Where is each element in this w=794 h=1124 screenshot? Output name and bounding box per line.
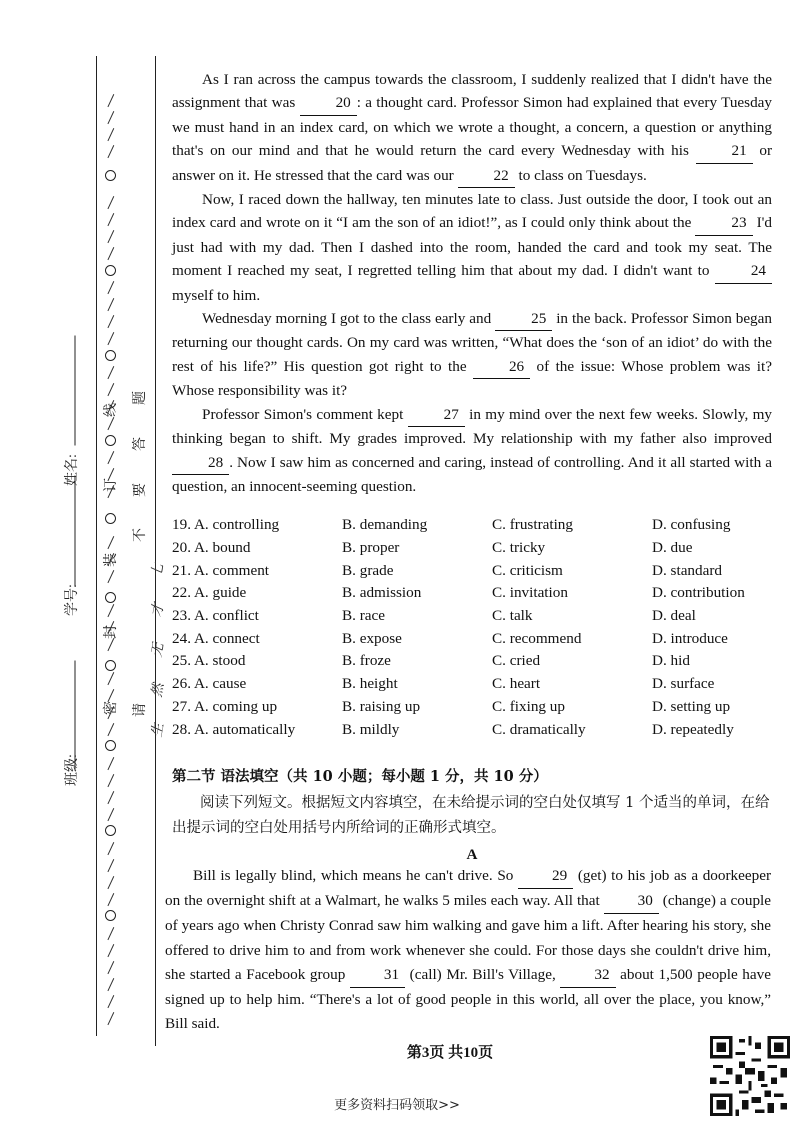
binding-line-inner: [155, 56, 156, 1046]
option-row: 20. A. bound B. proper C. tricky D. due: [172, 539, 693, 557]
binding-circle: [105, 350, 116, 361]
option-row: 23. A. conflict B. race C. talk D. deal: [172, 607, 696, 625]
option-row: 24. A. connect B. expose C. recommend D. introduce: [172, 629, 728, 647]
option-row: 19. A. controlling B. demanding C. frustrating D. confusing: [172, 516, 731, 534]
binding-dash: [107, 978, 114, 991]
binding-dash: [107, 961, 114, 974]
paragraph-2: Now, I raced down the hallway, ten minutes late to class. Just outside the door, I took out an index card and wrote on it “I am the son of an idiot!”, as I could only think about the 23 I'd just had with my dad. Then I dashed into the room, handed the card and took my seat. The moment I reached my seat, I regretted telling him that about my dad. I didn't want to 24 myself to him.: [172, 191, 772, 304]
binding-circle: [105, 513, 116, 524]
blank-28: 28: [172, 451, 229, 475]
blank-30: 30: [604, 889, 659, 914]
blank-31: 31: [350, 963, 405, 988]
binding-dash: [107, 417, 114, 430]
binding-dash: [107, 944, 114, 957]
binding-circle: [105, 910, 116, 921]
seal-char-1: 密: [104, 701, 119, 715]
binding-dash: [107, 536, 114, 549]
grammar-passage-a: [165, 864, 771, 1036]
binding-dash: [107, 842, 114, 855]
blank-20: 20: [300, 91, 357, 115]
binding-dash: [107, 451, 114, 464]
class-blank: [75, 661, 76, 771]
blank-29: 29: [518, 864, 573, 889]
binding-dash: [107, 196, 114, 209]
seal-char-3: 装: [104, 553, 119, 567]
cloze-passage: [172, 68, 772, 498]
handwriting-5: 生: [149, 722, 168, 739]
section-2-instruction: 阅读下列短文。根据短文内容填空，在未给提示词的空白处仅填写 1 个适当的单词，在给出提示词的空白处用括号内所给词的正确形式填空。: [172, 795, 770, 836]
section-2: [172, 765, 772, 867]
binding-circle: [105, 660, 116, 671]
option-row: 22. A. guide B. admission C. invitation D. contribution: [172, 584, 745, 602]
binding-circle: [105, 170, 116, 181]
binding-dash: [107, 281, 114, 294]
option-row: 21. A. comment B. grade C. criticism D. standard: [172, 561, 723, 579]
binding-dash: [107, 757, 114, 770]
blank-32: 32: [560, 963, 615, 988]
binding-dash: [107, 332, 114, 345]
answer-options: [172, 514, 772, 741]
paragraph-4: Professor Simon's comment kept 27 in my mind over the next few weeks. Slowly, my thinking began to shift. My grades improved. My relationship with my father also improved 28 . Now I saw him as concerned and caring, instead of controlling. And it all started with a question, an innocent-seeming question.: [172, 403, 772, 499]
paragraph-1: As I ran across the campus towards the classroom, I suddenly realized that I didn't have the assignment that was 20 : a thought card. Professor Simon had explained that every Tuesday we must hand in an index card, on which we wrote a thought, a concern, a question or anything that's on our mind and that he would return the card every Wednesday with his 21 or answer on it. He stressed that the card was our 22 to class on Tuesdays.: [172, 68, 772, 188]
handwriting-1: 七: [149, 562, 168, 579]
warning-char-4: 答: [133, 437, 148, 451]
handwriting-2: 才: [149, 602, 168, 619]
binding-dash: [107, 876, 114, 889]
handwriting-3: 无: [149, 642, 168, 659]
blank-23: 23: [695, 211, 752, 235]
binding-circle: [105, 740, 116, 751]
option-row: 28. A. automatically B. mildly C. dramatically D. repeatedly: [172, 720, 734, 738]
number-blank: [75, 476, 76, 586]
seal-char-4: 订: [104, 478, 119, 492]
binding-dash: [107, 94, 114, 107]
binding-dash: [107, 570, 114, 583]
paragraph-3: Wednesday morning I got to the class early and 25 in the back. Professor Simon began returning our thought cards. On my card was written, “What does the ‘son of an idiot’ do with the rest of his life?” His question got right to the 26 of the issue: Whose problem was it? Whose responsibility was it?: [172, 307, 772, 403]
binding-circle: [105, 825, 116, 836]
paragraph-a: Bill is legally blind, which means he can't drive. So 29 (get) to his job as a doorkeeper on the overnight shift at a Walmart, he walks 5 miles each way. All that 30 (change) a couple of years ago when Christy Conrad saw him walking and gave him a lift. After hearing his story, she offered to drive him to and from work whenever she could. For those days she couldn't drive him, she started a Facebook group 31 (call) Mr. Bill's Village, 32 about 1,500 people have signed up to help him. “There's a lot of good people in this world, all over the place, you know,” Bill said.: [165, 864, 771, 1036]
binding-dash: [107, 315, 114, 328]
blank-24: 24: [715, 259, 772, 283]
binding-dash: [107, 672, 114, 685]
warning-char-1: 请: [133, 703, 148, 717]
binding-dash: [107, 859, 114, 872]
binding-dash: [107, 145, 114, 158]
blank-26: 26: [473, 355, 530, 379]
blank-22: 22: [458, 164, 515, 188]
binding-circle: [105, 592, 116, 603]
name-label: 姓名:: [64, 454, 80, 486]
class-label: 班级:: [64, 754, 80, 786]
warning-char-2: 不: [133, 528, 148, 542]
binding-dash: [107, 128, 114, 141]
binding-dash: [107, 927, 114, 940]
binding-dash: [107, 723, 114, 736]
binding-dash: [107, 774, 114, 787]
section-2-heading: A: [466, 846, 478, 863]
handwriting-4: 然: [149, 682, 168, 699]
blank-21: 21: [696, 139, 753, 163]
blank-27: 27: [408, 403, 465, 427]
binding-dash: [107, 638, 114, 651]
page-number: 第3页 共10页: [406, 1045, 494, 1061]
warning-char-5: 题: [133, 391, 148, 405]
option-row: 25. A. stood B. froze C. cried D. hid: [172, 652, 690, 670]
binding-dash: [107, 1012, 114, 1025]
binding-dash: [107, 366, 114, 379]
binding-circle: [105, 435, 116, 446]
binding-circle: [105, 265, 116, 276]
option-row: 27. A. coming up B. raising up C. fixing up D. setting up: [172, 697, 731, 715]
binding-dash: [107, 247, 114, 260]
seal-char-2: 封: [104, 625, 119, 639]
binding-dash: [107, 808, 114, 821]
binding-dash: [107, 111, 114, 124]
binding-dash: [107, 604, 114, 617]
section-2-title: 第二节 语法填空（共 10 小题；每小题 1 分，共 10 分）: [172, 768, 548, 785]
binding-dash: [107, 995, 114, 1008]
footer-text: 更多资料扫码领取>>: [334, 1098, 460, 1113]
binding-dash: [107, 298, 114, 311]
option-row: 26. A. cause B. height C. heart D. surface: [172, 675, 715, 693]
binding-dash: [107, 383, 114, 396]
blank-25: 25: [495, 307, 552, 331]
binding-dash: [107, 791, 114, 804]
binding-line-outer: [96, 56, 97, 1036]
seal-char-5: 线: [104, 403, 119, 417]
number-label: 学号:: [64, 584, 80, 616]
binding-dash: [107, 893, 114, 906]
name-blank: [75, 336, 76, 446]
binding-dash: [107, 230, 114, 243]
warning-char-3: 要: [133, 483, 148, 497]
binding-dash: [107, 213, 114, 226]
